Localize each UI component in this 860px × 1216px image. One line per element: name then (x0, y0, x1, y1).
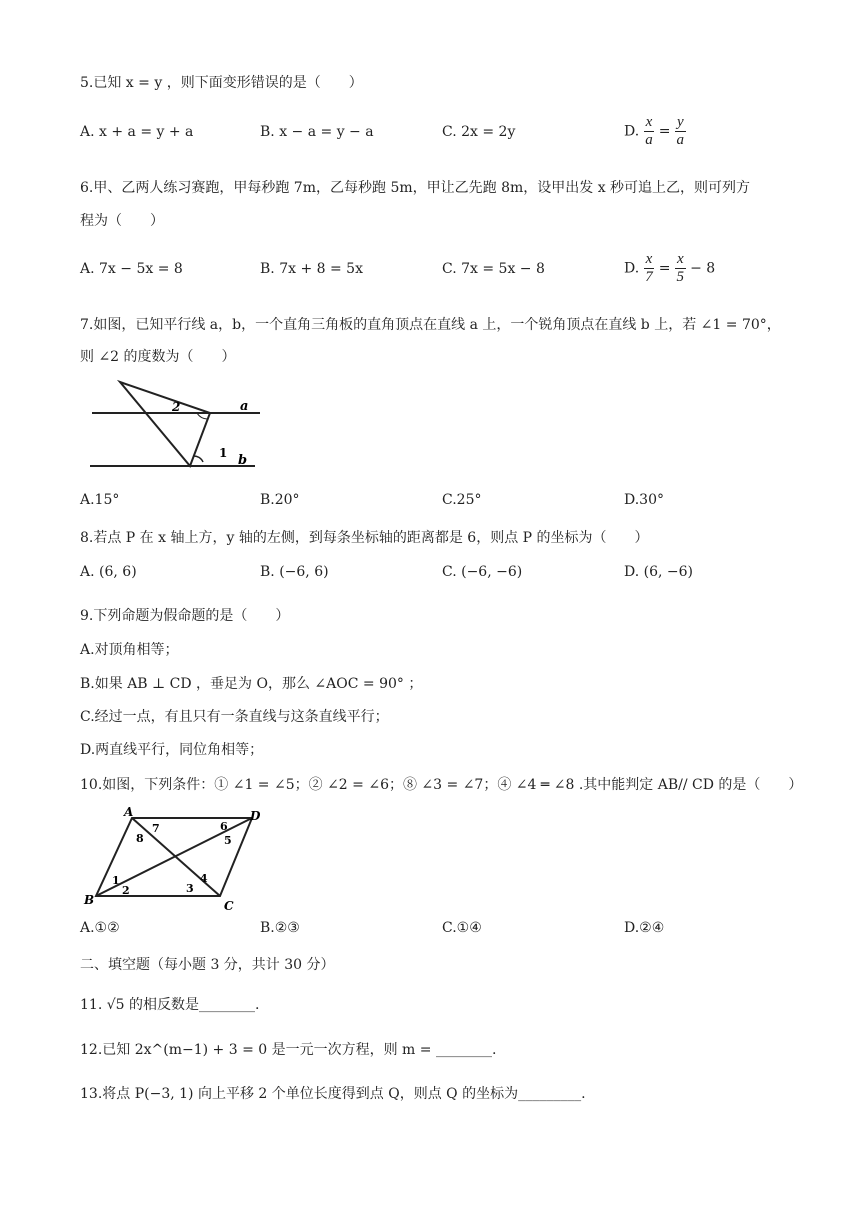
q5-d-frac2: $\frac{y}{a}$ (676, 114, 685, 148)
q5-option-a: A. x + a = y + a (80, 124, 194, 140)
q10-option-d: D.②④ (624, 920, 665, 936)
q10-label-B: B (84, 893, 95, 907)
q7-line1: 7.如图，已知平行线 a，b，一个直角三角板的直角顶点在直线 a 上，一个锐角顶点在直线 b 上，若 ∠1 = 70°， (80, 317, 781, 333)
q7-option-b: B.20° (260, 492, 300, 508)
q8-option-c: C. (−6, −6) (442, 564, 523, 580)
q9-option-a: A.对顶角相等； (80, 642, 179, 658)
q7-figure (80, 374, 280, 474)
q10-label-1: 1 (112, 874, 120, 887)
q8-option-a: A. (6, 6) (80, 564, 137, 580)
q7-label-1: 1 (219, 446, 228, 460)
q13: 13.将点 P(−3, 1) 向上平移 2 个单位长度得到点 Q，则点 Q 的坐标为_________. (80, 1086, 586, 1102)
q7-option-c: C.25° (442, 492, 482, 508)
q10-option-c: C.①④ (442, 920, 482, 936)
q5-option-c: C. 2x = 2y (442, 124, 516, 140)
q7-label-b: b (238, 453, 248, 468)
q10-figure (80, 804, 280, 914)
q10-label-6: 6 (220, 820, 228, 833)
q9-stem: 9.下列命题为假命题的是（ ） (80, 608, 290, 624)
q10-stem: 10.如图，下列条件：① ∠1 = ∠5；② ∠2 = ∠6；⑧ ∠3 = ∠7；④ ∠4 ═ ∠8 .其中能判定 AB// CD 的是（ ） (80, 777, 803, 793)
q9-option-d: D.两直线平行，同位角相等； (80, 742, 264, 758)
q5-option-b: B. x − a = y − a (260, 124, 374, 140)
q8-option-d: D. (6, −6) (624, 564, 693, 580)
q6-d-frac2: $\frac{x}{5}$ (676, 251, 685, 285)
q10-label-7: 7 (152, 822, 160, 835)
q6-d-frac1: $\frac{x}{7}$ (645, 251, 653, 285)
q10-label-2: 2 (122, 884, 130, 897)
q10-label-8: 8 (136, 832, 144, 845)
q5-d-frac1: $\frac{x}{a}$ (645, 114, 653, 148)
q10-option-a: A.①② (80, 920, 120, 936)
q7-label-2: 2 (172, 400, 181, 414)
q6-option-c: C. 7x = 5x − 8 (442, 261, 545, 277)
q8-option-b: B. (−6, 6) (260, 564, 329, 580)
q10-option-b: B.②③ (260, 920, 300, 936)
q10-label-A: A (124, 805, 134, 819)
q7-option-d: D.30° (624, 492, 664, 508)
q6-line1: 6.甲、乙两人练习赛跑，甲每秒跑 7m，乙每秒跑 5m，甲让乙先跑 8m，设甲出发 x 秒可追上乙，则可列方 (80, 180, 751, 196)
q7-label-a: a (240, 399, 249, 414)
q10-label-3: 3 (186, 882, 194, 895)
q10-label-D: D (250, 809, 261, 823)
q10-label-5: 5 (224, 834, 232, 847)
q9-option-c: C.经过一点，有且只有一条直线与这条直线平行； (80, 709, 389, 725)
q5-stem: 5.已知 x = y ，则下面变形错误的是（ ） (80, 75, 363, 91)
q9-option-b: B.如果 AB ⊥ CD ，垂足为 O，那么 ∠AOC = 90° ； (80, 676, 423, 692)
q5-d-prefix: D. (624, 123, 640, 140)
q12: 12.已知 2x^(m−1) + 3 = 0 是一元一次方程，则 m = ________. (80, 1042, 497, 1058)
q11: 11. √5 的相反数是________. (80, 997, 260, 1013)
q6-option-b: B. 7x + 8 = 5x (260, 261, 363, 277)
section-2-heading: 二、填空题（每小题 3 分，共计 30 分） (80, 957, 335, 973)
q10-label-C: C (224, 899, 234, 913)
q10-label-4: 4 (200, 872, 208, 885)
q7-option-a: A.15° (80, 492, 120, 508)
q5-option-d: D. $\frac{x}{a}$ = $\frac{y}{a}$ (624, 114, 685, 148)
q7-line2: 则 ∠2 的度数为（ ） (80, 349, 236, 365)
q6-option-d: D. $\frac{x}{7}$ = $\frac{x}{5}$ − 8 (624, 251, 716, 285)
q6-option-a: A. 7x − 5x = 8 (80, 261, 183, 277)
q6-line2: 程为（ ） (80, 213, 164, 229)
q8-stem: 8.若点 P 在 x 轴上方，y 轴的左侧，到每条坐标轴的距离都是 6，则点 P 的坐标为（ ） (80, 530, 649, 546)
